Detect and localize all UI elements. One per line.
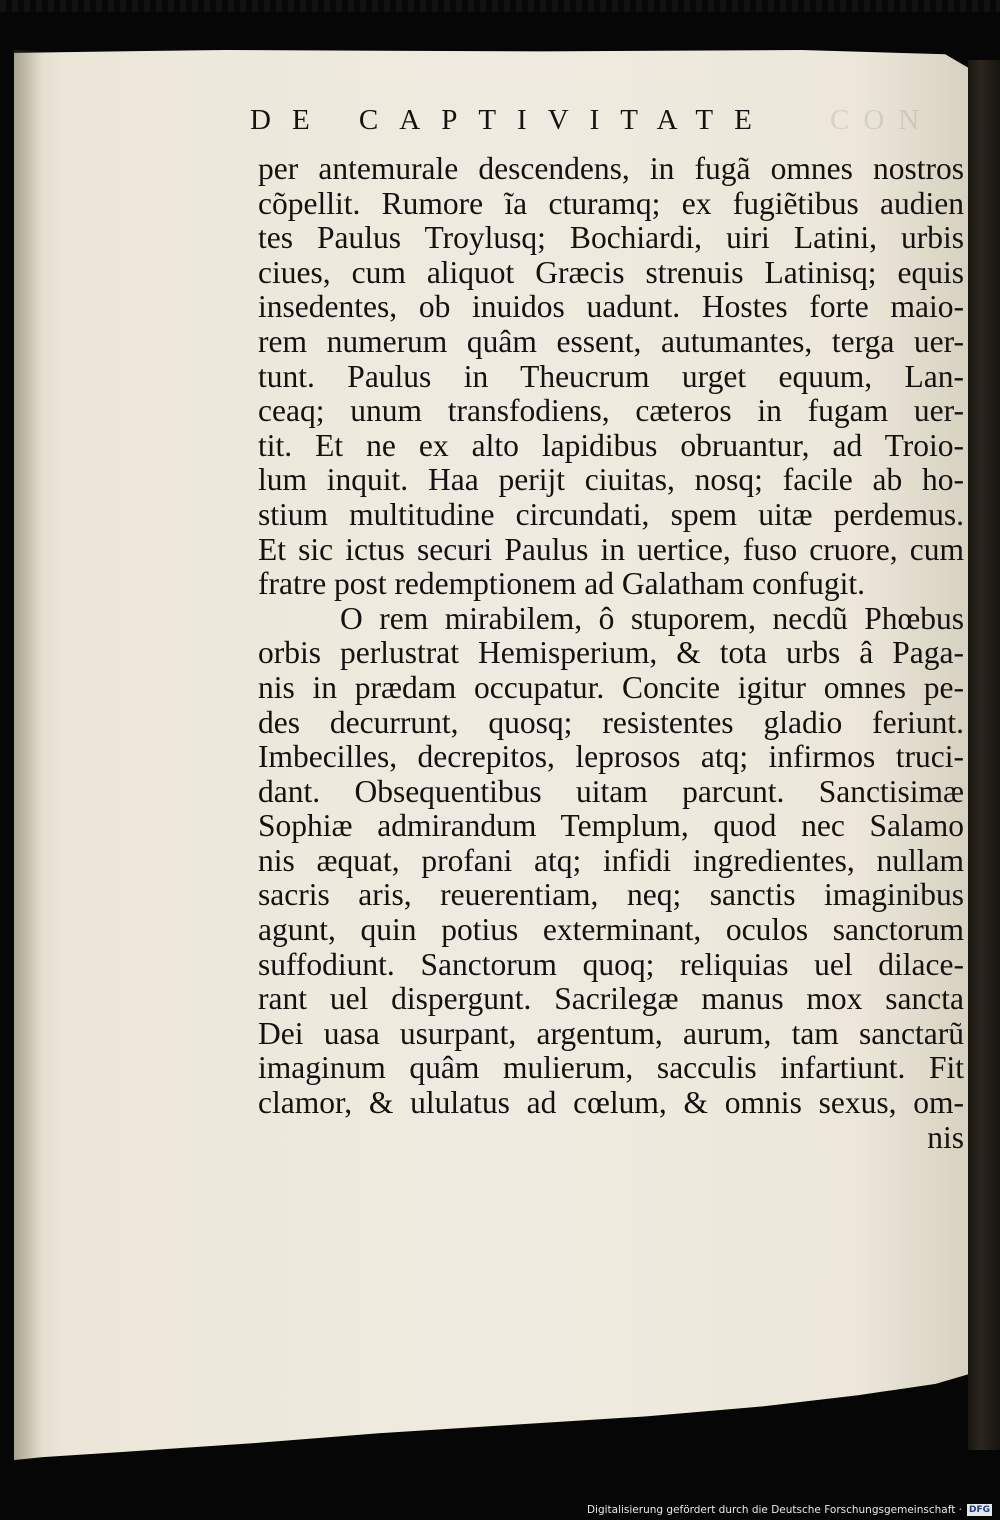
- text-line: orbis perlustrat Hemisperium, & tota urbs â Paga-: [258, 635, 964, 671]
- dfg-logo-icon: DFG: [968, 1505, 990, 1515]
- page-text: [258, 152, 964, 1155]
- text-line: fratre post redemptionem ad Galatham confugit.: [258, 566, 866, 602]
- text-line: insedentes, ob inuidos uadunt. Hostes forte maio-: [258, 289, 964, 325]
- facing-page-edge: [968, 60, 1000, 1450]
- paragraph-first-line: O rem mirabilem, ô stuporem, necdũ Phœbus: [340, 600, 964, 636]
- text-line: per antemurale descendens, in fugã omnes nostros: [258, 151, 964, 186]
- text-line: tes Paulus Troylusq; Bochiardi, uiri Latini, urbis: [258, 220, 964, 256]
- text-line: lum inquit. Haa perijt ciuitas, nosq; facile ab ho-: [258, 462, 964, 498]
- text-line: rem numerum quâm essent, autumantes, terga uer-: [258, 323, 964, 359]
- text-line: Sophiæ admirandum Templum, quod nec Salamo: [258, 808, 964, 844]
- text-line: Imbecilles, decrepitos, leprosos atq; infirmos truci-: [258, 739, 964, 775]
- text-line: clamor, & ululatus ad cœlum, & omnis sexus, om-: [258, 1085, 964, 1121]
- text-line: cõpellit. Rumore ĩa cturamq; ex fugiẽtibus audien: [258, 185, 964, 221]
- text-line: imaginum quâm mulierum, sacculis infartiunt. Fit: [258, 1050, 964, 1086]
- running-head: DE CAPTIVITATE: [250, 104, 773, 136]
- text-line: nis in prædam occupatur. Concite igitur omnes pe-: [258, 669, 964, 705]
- digitization-credit: Digitalisierung gefördert durch die Deutsche Forschungsgemeinschaft ·: [586, 1504, 962, 1516]
- text-line: ciues, cum aliquot Græcis strenuis Latinisq; equis: [258, 254, 964, 290]
- scanner-top-edge: [0, 0, 1000, 12]
- text-line: ceaq; unum transfodiens, cæteros in fugam uer-: [258, 393, 964, 429]
- text-line: sacris aris, reuerentiam, neq; sanctis imaginibus: [258, 877, 964, 913]
- text-line: rant uel dispergunt. Sacrilegæ manus mox sancta: [258, 981, 964, 1017]
- text-line: tunt. Paulus in Theucrum urget equum, Lan-: [258, 358, 964, 394]
- text-line: suffodiunt. Sanctorum quoq; reliquias uel dilace-: [258, 946, 964, 982]
- text-line: agunt, quin potius exterminant, oculos sanctorum: [258, 912, 964, 948]
- text-line: stium multitudine circundati, spem uitæ perdemus.: [258, 496, 964, 532]
- text-line: des decurrunt, quosq; resistentes gladio feriunt.: [258, 704, 964, 740]
- bleed-through-mark: CON: [830, 104, 934, 136]
- text-line: Et sic ictus securi Paulus in uertice, fuso cruore, cum: [258, 531, 964, 567]
- text-line: dant. Obsequentibus uitam parcunt. Sanctisimæ: [258, 773, 964, 809]
- text-line: tit. Et ne ex alto lapidibus obruantur, ad Troio-: [258, 427, 964, 463]
- catchword: nis: [927, 1119, 964, 1155]
- text-line: nis æquat, profani atq; infidi ingredientes, nullam: [258, 842, 964, 878]
- text-line: Dei uasa usurpant, argentum, aurum, tam sanctarũ: [258, 1015, 964, 1051]
